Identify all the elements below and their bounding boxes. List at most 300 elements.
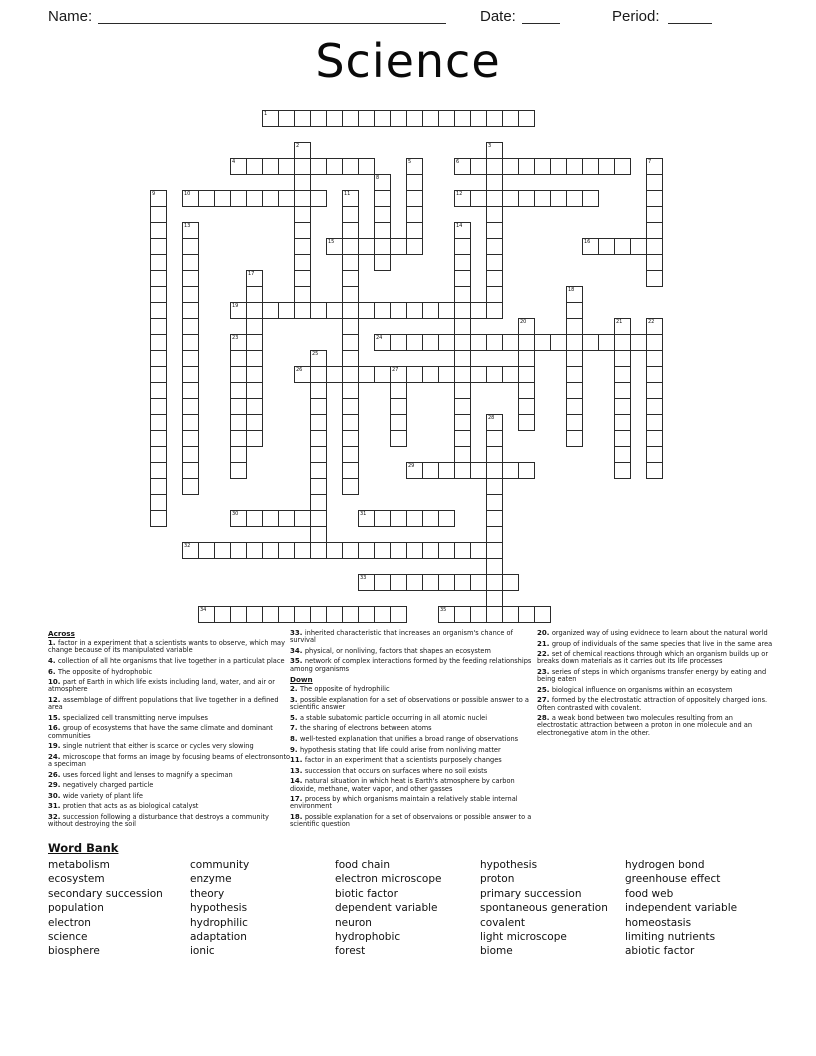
- grid-cell[interactable]: [374, 206, 391, 223]
- grid-cell[interactable]: [182, 334, 199, 351]
- grid-cell[interactable]: [486, 190, 503, 207]
- grid-cell[interactable]: [486, 590, 503, 607]
- grid-cell[interactable]: [262, 190, 279, 207]
- grid-cell[interactable]: [518, 350, 535, 367]
- grid-cell[interactable]: [502, 366, 519, 383]
- grid-cell[interactable]: [406, 222, 423, 239]
- grid-cell[interactable]: [486, 270, 503, 287]
- grid-cell[interactable]: [358, 574, 375, 591]
- grid-cell[interactable]: [294, 190, 311, 207]
- grid-cell[interactable]: [278, 510, 295, 527]
- grid-cell[interactable]: [422, 542, 439, 559]
- grid-cell[interactable]: [294, 174, 311, 191]
- grid-cell[interactable]: [294, 142, 311, 159]
- grid-cell[interactable]: [326, 366, 343, 383]
- grid-cell[interactable]: [294, 542, 311, 559]
- grid-cell[interactable]: [534, 606, 551, 623]
- grid-cell[interactable]: [518, 334, 535, 351]
- grid-cell[interactable]: [486, 206, 503, 223]
- grid-cell[interactable]: [182, 190, 199, 207]
- grid-cell[interactable]: [390, 430, 407, 447]
- grid-cell[interactable]: [518, 462, 535, 479]
- grid-cell[interactable]: [518, 366, 535, 383]
- grid-cell[interactable]: [294, 510, 311, 527]
- grid-cell[interactable]: [246, 542, 263, 559]
- grid-cell[interactable]: [438, 366, 455, 383]
- grid-cell[interactable]: [470, 606, 487, 623]
- grid-cell[interactable]: [198, 606, 215, 623]
- grid-cell[interactable]: [614, 414, 631, 431]
- grid-cell[interactable]: [406, 462, 423, 479]
- grid-cell[interactable]: [454, 606, 471, 623]
- grid-cell[interactable]: [182, 462, 199, 479]
- grid-cell[interactable]: [438, 334, 455, 351]
- grid-cell[interactable]: [454, 414, 471, 431]
- grid-cell[interactable]: [374, 254, 391, 271]
- grid-cell[interactable]: [454, 110, 471, 127]
- grid-cell[interactable]: [358, 110, 375, 127]
- grid-cell[interactable]: [406, 190, 423, 207]
- grid-cell[interactable]: [406, 238, 423, 255]
- grid-cell[interactable]: [358, 158, 375, 175]
- grid-cell[interactable]: [422, 574, 439, 591]
- grid-cell[interactable]: [486, 494, 503, 511]
- grid-cell[interactable]: [614, 238, 631, 255]
- grid-cell[interactable]: [486, 510, 503, 527]
- grid-cell[interactable]: [566, 286, 583, 303]
- grid-cell[interactable]: [310, 430, 327, 447]
- grid-cell[interactable]: [342, 366, 359, 383]
- grid-cell[interactable]: [294, 238, 311, 255]
- grid-cell[interactable]: [374, 222, 391, 239]
- grid-cell[interactable]: [182, 430, 199, 447]
- grid-cell[interactable]: [486, 574, 503, 591]
- grid-cell[interactable]: [614, 318, 631, 335]
- grid-cell[interactable]: [182, 478, 199, 495]
- grid-cell[interactable]: [150, 302, 167, 319]
- grid-cell[interactable]: [326, 606, 343, 623]
- grid-cell[interactable]: [598, 238, 615, 255]
- grid-cell[interactable]: [454, 574, 471, 591]
- grid-cell[interactable]: [310, 542, 327, 559]
- grid-cell[interactable]: [470, 366, 487, 383]
- grid-cell[interactable]: [326, 110, 343, 127]
- grid-cell[interactable]: [358, 542, 375, 559]
- grid-cell[interactable]: [486, 334, 503, 351]
- grid-cell[interactable]: [230, 430, 247, 447]
- grid-cell[interactable]: [326, 302, 343, 319]
- grid-cell[interactable]: [486, 414, 503, 431]
- grid-cell[interactable]: [246, 318, 263, 335]
- grid-cell[interactable]: [454, 542, 471, 559]
- grid-cell[interactable]: [278, 606, 295, 623]
- grid-cell[interactable]: [342, 318, 359, 335]
- grid-cell[interactable]: [182, 382, 199, 399]
- grid-cell[interactable]: [406, 110, 423, 127]
- grid-cell[interactable]: [438, 510, 455, 527]
- grid-cell[interactable]: [278, 110, 295, 127]
- grid-cell[interactable]: [614, 398, 631, 415]
- grid-cell[interactable]: [182, 238, 199, 255]
- grid-cell[interactable]: [182, 286, 199, 303]
- grid-cell[interactable]: [374, 110, 391, 127]
- grid-cell[interactable]: [470, 462, 487, 479]
- grid-cell[interactable]: [390, 238, 407, 255]
- grid-cell[interactable]: [294, 110, 311, 127]
- grid-cell[interactable]: [566, 190, 583, 207]
- grid-cell[interactable]: [646, 238, 663, 255]
- grid-cell[interactable]: [646, 366, 663, 383]
- grid-cell[interactable]: [646, 254, 663, 271]
- grid-cell[interactable]: [262, 158, 279, 175]
- grid-cell[interactable]: [390, 398, 407, 415]
- grid-cell[interactable]: [262, 542, 279, 559]
- grid-cell[interactable]: [310, 606, 327, 623]
- grid-cell[interactable]: [518, 398, 535, 415]
- grid-cell[interactable]: [454, 446, 471, 463]
- grid-cell[interactable]: [470, 334, 487, 351]
- grid-cell[interactable]: [294, 606, 311, 623]
- grid-cell[interactable]: [230, 302, 247, 319]
- grid-cell[interactable]: [230, 350, 247, 367]
- grid-cell[interactable]: [566, 366, 583, 383]
- grid-cell[interactable]: [358, 606, 375, 623]
- grid-cell[interactable]: [390, 382, 407, 399]
- grid-cell[interactable]: [374, 606, 391, 623]
- grid-cell[interactable]: [374, 190, 391, 207]
- grid-cell[interactable]: [246, 606, 263, 623]
- grid-cell[interactable]: [342, 270, 359, 287]
- grid-cell[interactable]: [374, 366, 391, 383]
- grid-cell[interactable]: [390, 414, 407, 431]
- grid-cell[interactable]: [486, 606, 503, 623]
- grid-cell[interactable]: [486, 142, 503, 159]
- grid-cell[interactable]: [278, 190, 295, 207]
- grid-cell[interactable]: [486, 254, 503, 271]
- grid-cell[interactable]: [358, 238, 375, 255]
- grid-cell[interactable]: [502, 110, 519, 127]
- grid-cell[interactable]: [486, 238, 503, 255]
- grid-cell[interactable]: [406, 574, 423, 591]
- grid-cell[interactable]: [406, 158, 423, 175]
- grid-cell[interactable]: [230, 446, 247, 463]
- grid-cell[interactable]: [470, 542, 487, 559]
- grid-cell[interactable]: [502, 606, 519, 623]
- grid-cell[interactable]: [246, 366, 263, 383]
- grid-cell[interactable]: [454, 398, 471, 415]
- grid-cell[interactable]: [230, 542, 247, 559]
- grid-cell[interactable]: [310, 366, 327, 383]
- grid-cell[interactable]: [406, 174, 423, 191]
- grid-cell[interactable]: [438, 302, 455, 319]
- grid-cell[interactable]: [150, 334, 167, 351]
- grid-cell[interactable]: [486, 222, 503, 239]
- grid-cell[interactable]: [422, 110, 439, 127]
- grid-cell[interactable]: [150, 222, 167, 239]
- grid-cell[interactable]: [646, 462, 663, 479]
- grid-cell[interactable]: [614, 446, 631, 463]
- grid-cell[interactable]: [342, 430, 359, 447]
- grid-cell[interactable]: [518, 382, 535, 399]
- grid-cell[interactable]: [342, 222, 359, 239]
- grid-cell[interactable]: [502, 574, 519, 591]
- grid-cell[interactable]: [262, 510, 279, 527]
- grid-cell[interactable]: [278, 158, 295, 175]
- grid-cell[interactable]: [454, 318, 471, 335]
- grid-cell[interactable]: [630, 334, 647, 351]
- grid-cell[interactable]: [182, 366, 199, 383]
- grid-cell[interactable]: [182, 254, 199, 271]
- name-fill-line[interactable]: [98, 8, 446, 24]
- grid-cell[interactable]: [150, 238, 167, 255]
- grid-cell[interactable]: [182, 398, 199, 415]
- grid-cell[interactable]: [150, 494, 167, 511]
- grid-cell[interactable]: [198, 190, 215, 207]
- grid-cell[interactable]: [374, 574, 391, 591]
- grid-cell[interactable]: [390, 302, 407, 319]
- grid-cell[interactable]: [454, 238, 471, 255]
- grid-cell[interactable]: [310, 158, 327, 175]
- grid-cell[interactable]: [374, 510, 391, 527]
- grid-cell[interactable]: [214, 542, 231, 559]
- grid-cell[interactable]: [310, 478, 327, 495]
- grid-cell[interactable]: [246, 334, 263, 351]
- grid-cell[interactable]: [454, 222, 471, 239]
- grid-cell[interactable]: [550, 158, 567, 175]
- grid-cell[interactable]: [262, 302, 279, 319]
- grid-cell[interactable]: [646, 350, 663, 367]
- grid-cell[interactable]: [422, 462, 439, 479]
- grid-cell[interactable]: [230, 462, 247, 479]
- grid-cell[interactable]: [150, 190, 167, 207]
- grid-cell[interactable]: [294, 366, 311, 383]
- grid-cell[interactable]: [614, 158, 631, 175]
- grid-cell[interactable]: [150, 366, 167, 383]
- grid-cell[interactable]: [454, 158, 471, 175]
- grid-cell[interactable]: [470, 302, 487, 319]
- grid-cell[interactable]: [566, 382, 583, 399]
- grid-cell[interactable]: [518, 414, 535, 431]
- grid-cell[interactable]: [150, 462, 167, 479]
- grid-cell[interactable]: [454, 366, 471, 383]
- grid-cell[interactable]: [406, 302, 423, 319]
- grid-cell[interactable]: [550, 334, 567, 351]
- grid-cell[interactable]: [246, 510, 263, 527]
- grid-cell[interactable]: [646, 222, 663, 239]
- grid-cell[interactable]: [182, 446, 199, 463]
- grid-cell[interactable]: [294, 302, 311, 319]
- grid-cell[interactable]: [406, 334, 423, 351]
- grid-cell[interactable]: [230, 398, 247, 415]
- grid-cell[interactable]: [310, 190, 327, 207]
- grid-cell[interactable]: [182, 350, 199, 367]
- grid-cell[interactable]: [438, 110, 455, 127]
- grid-cell[interactable]: [150, 398, 167, 415]
- grid-cell[interactable]: [582, 190, 599, 207]
- grid-cell[interactable]: [246, 270, 263, 287]
- grid-cell[interactable]: [438, 542, 455, 559]
- grid-cell[interactable]: [646, 398, 663, 415]
- grid-cell[interactable]: [646, 446, 663, 463]
- grid-cell[interactable]: [566, 158, 583, 175]
- grid-cell[interactable]: [230, 382, 247, 399]
- grid-cell[interactable]: [486, 526, 503, 543]
- grid-cell[interactable]: [646, 174, 663, 191]
- grid-cell[interactable]: [150, 478, 167, 495]
- grid-cell[interactable]: [342, 414, 359, 431]
- grid-cell[interactable]: [182, 222, 199, 239]
- grid-cell[interactable]: [566, 302, 583, 319]
- grid-cell[interactable]: [342, 158, 359, 175]
- grid-cell[interactable]: [294, 222, 311, 239]
- grid-cell[interactable]: [358, 302, 375, 319]
- grid-cell[interactable]: [486, 366, 503, 383]
- grid-cell[interactable]: [422, 302, 439, 319]
- grid-cell[interactable]: [486, 446, 503, 463]
- grid-cell[interactable]: [374, 542, 391, 559]
- grid-cell[interactable]: [406, 206, 423, 223]
- grid-cell[interactable]: [342, 398, 359, 415]
- grid-cell[interactable]: [502, 334, 519, 351]
- grid-cell[interactable]: [342, 334, 359, 351]
- grid-cell[interactable]: [454, 254, 471, 271]
- grid-cell[interactable]: [310, 526, 327, 543]
- grid-cell[interactable]: [310, 350, 327, 367]
- grid-cell[interactable]: [342, 542, 359, 559]
- grid-cell[interactable]: [182, 318, 199, 335]
- grid-cell[interactable]: [310, 494, 327, 511]
- grid-cell[interactable]: [182, 270, 199, 287]
- grid-cell[interactable]: [550, 190, 567, 207]
- grid-cell[interactable]: [518, 606, 535, 623]
- grid-cell[interactable]: [230, 158, 247, 175]
- grid-cell[interactable]: [454, 430, 471, 447]
- grid-cell[interactable]: [294, 270, 311, 287]
- grid-cell[interactable]: [310, 510, 327, 527]
- grid-cell[interactable]: [150, 286, 167, 303]
- grid-cell[interactable]: [566, 430, 583, 447]
- grid-cell[interactable]: [246, 430, 263, 447]
- grid-cell[interactable]: [246, 382, 263, 399]
- grid-cell[interactable]: [342, 350, 359, 367]
- grid-cell[interactable]: [310, 414, 327, 431]
- grid-cell[interactable]: [342, 302, 359, 319]
- grid-cell[interactable]: [598, 158, 615, 175]
- grid-cell[interactable]: [150, 510, 167, 527]
- grid-cell[interactable]: [566, 398, 583, 415]
- grid-cell[interactable]: [150, 254, 167, 271]
- grid-cell[interactable]: [150, 206, 167, 223]
- grid-cell[interactable]: [454, 286, 471, 303]
- grid-cell[interactable]: [646, 430, 663, 447]
- grid-cell[interactable]: [614, 382, 631, 399]
- grid-cell[interactable]: [406, 510, 423, 527]
- grid-cell[interactable]: [646, 334, 663, 351]
- grid-cell[interactable]: [582, 334, 599, 351]
- grid-cell[interactable]: [390, 606, 407, 623]
- grid-cell[interactable]: [534, 190, 551, 207]
- grid-cell[interactable]: [438, 574, 455, 591]
- grid-cell[interactable]: [230, 414, 247, 431]
- grid-cell[interactable]: [294, 286, 311, 303]
- grid-cell[interactable]: [454, 302, 471, 319]
- grid-cell[interactable]: [310, 398, 327, 415]
- grid-cell[interactable]: [150, 414, 167, 431]
- grid-cell[interactable]: [390, 110, 407, 127]
- grid-cell[interactable]: [566, 414, 583, 431]
- grid-cell[interactable]: [326, 238, 343, 255]
- period-fill-line[interactable]: [668, 8, 712, 24]
- grid-cell[interactable]: [246, 286, 263, 303]
- grid-cell[interactable]: [374, 334, 391, 351]
- grid-cell[interactable]: [150, 446, 167, 463]
- grid-cell[interactable]: [246, 302, 263, 319]
- grid-cell[interactable]: [342, 478, 359, 495]
- grid-cell[interactable]: [502, 462, 519, 479]
- grid-cell[interactable]: [614, 350, 631, 367]
- grid-cell[interactable]: [486, 110, 503, 127]
- grid-cell[interactable]: [454, 190, 471, 207]
- grid-cell[interactable]: [486, 430, 503, 447]
- grid-cell[interactable]: [582, 238, 599, 255]
- grid-cell[interactable]: [230, 606, 247, 623]
- grid-cell[interactable]: [566, 334, 583, 351]
- grid-cell[interactable]: [246, 158, 263, 175]
- grid-cell[interactable]: [214, 190, 231, 207]
- grid-cell[interactable]: [310, 110, 327, 127]
- grid-cell[interactable]: [374, 174, 391, 191]
- grid-cell[interactable]: [486, 302, 503, 319]
- grid-cell[interactable]: [646, 318, 663, 335]
- grid-cell[interactable]: [342, 190, 359, 207]
- grid-cell[interactable]: [406, 542, 423, 559]
- grid-cell[interactable]: [582, 158, 599, 175]
- grid-cell[interactable]: [470, 190, 487, 207]
- grid-cell[interactable]: [422, 366, 439, 383]
- grid-cell[interactable]: [454, 382, 471, 399]
- grid-cell[interactable]: [486, 478, 503, 495]
- grid-cell[interactable]: [534, 158, 551, 175]
- grid-cell[interactable]: [470, 574, 487, 591]
- grid-cell[interactable]: [150, 350, 167, 367]
- grid-cell[interactable]: [390, 510, 407, 527]
- grid-cell[interactable]: [518, 318, 535, 335]
- grid-cell[interactable]: [614, 462, 631, 479]
- grid-cell[interactable]: [646, 206, 663, 223]
- grid-cell[interactable]: [294, 206, 311, 223]
- grid-cell[interactable]: [486, 462, 503, 479]
- grid-cell[interactable]: [486, 558, 503, 575]
- grid-cell[interactable]: [646, 414, 663, 431]
- grid-cell[interactable]: [294, 158, 311, 175]
- grid-cell[interactable]: [486, 174, 503, 191]
- grid-cell[interactable]: [342, 206, 359, 223]
- grid-cell[interactable]: [486, 542, 503, 559]
- grid-cell[interactable]: [342, 606, 359, 623]
- grid-cell[interactable]: [150, 430, 167, 447]
- grid-cell[interactable]: [262, 110, 279, 127]
- grid-cell[interactable]: [246, 414, 263, 431]
- grid-cell[interactable]: [310, 302, 327, 319]
- grid-cell[interactable]: [518, 110, 535, 127]
- grid-cell[interactable]: [342, 110, 359, 127]
- grid-cell[interactable]: [230, 334, 247, 351]
- grid-cell[interactable]: [422, 510, 439, 527]
- grid-cell[interactable]: [566, 350, 583, 367]
- grid-cell[interactable]: [438, 606, 455, 623]
- grid-cell[interactable]: [358, 510, 375, 527]
- grid-cell[interactable]: [326, 158, 343, 175]
